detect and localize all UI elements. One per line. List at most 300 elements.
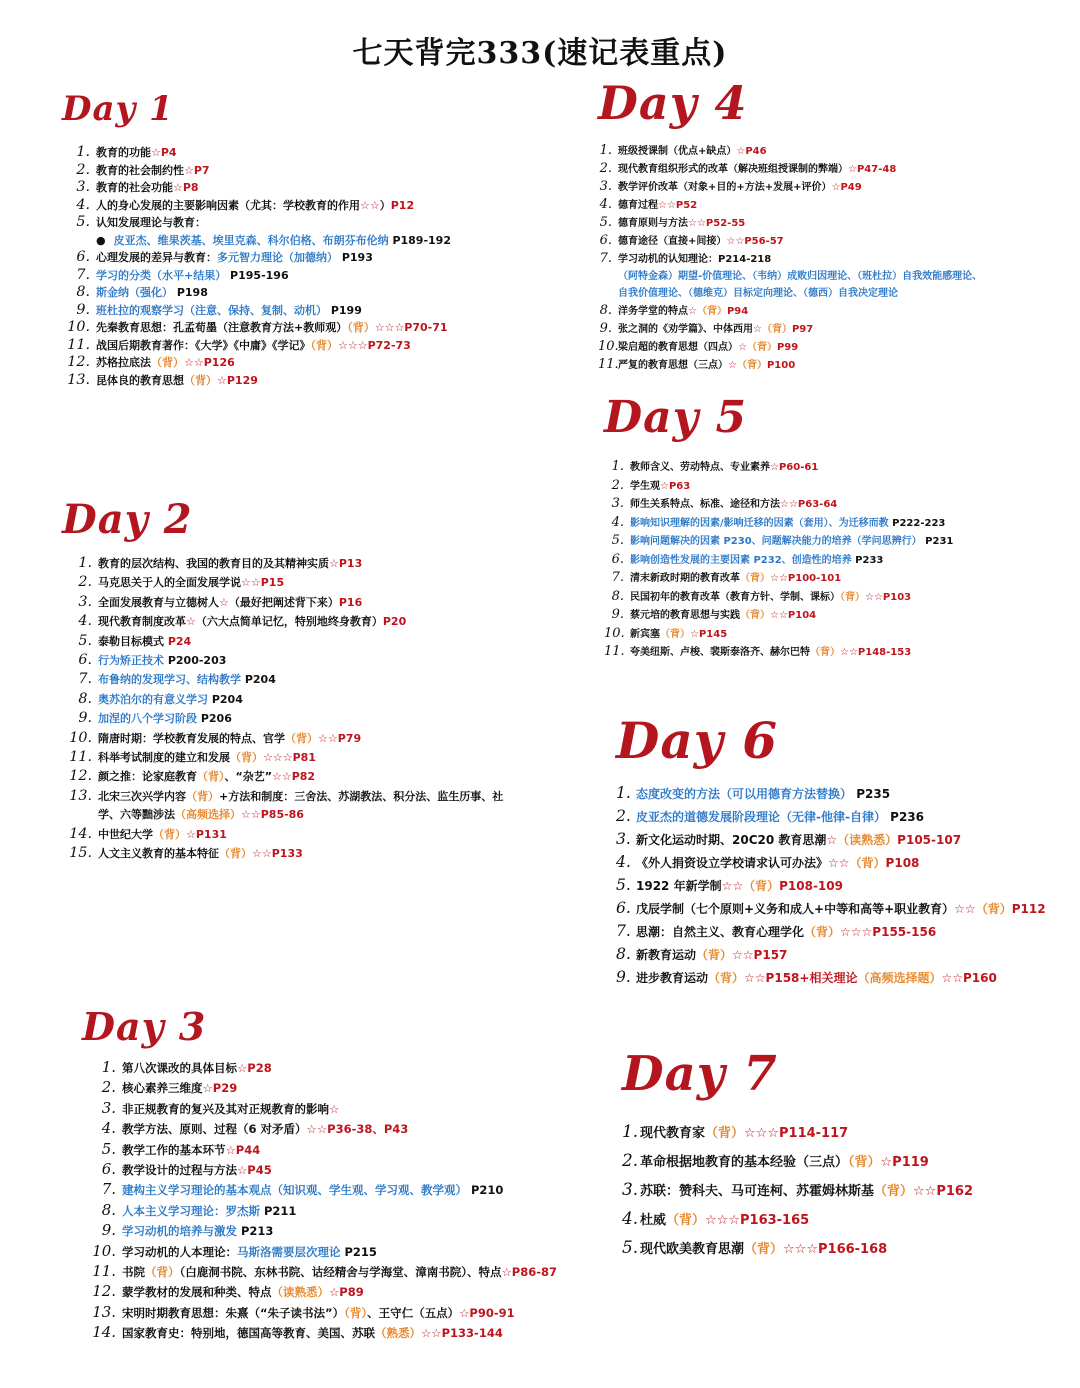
item-segment: 新宾塞 [630,628,660,640]
item-segment: P20 [382,615,407,629]
item-segment: 民国初年的教育改革（教育方针、学制、课标） [630,591,840,603]
item-segment: 泰勒目标模式 [98,634,164,648]
item-number: 2. [622,1150,639,1170]
item-text [618,321,813,338]
item-segment: （熟悉） [375,1326,421,1341]
day-7-section [622,1046,974,1263]
item-segment: ☆☆P103 [865,591,912,603]
item-text [122,1141,260,1160]
item-number: 3. [611,496,624,511]
item-segment: 新文化运动时期、20C20 教育思潮 [636,833,827,847]
item-segment: 马斯洛需要层次理论 [237,1244,341,1259]
list-item [62,844,503,863]
item-segment: （背） [184,373,217,387]
item-segment: P16 [338,595,363,609]
list-item [598,214,982,232]
item-number: 2. [616,807,631,825]
item-text [98,788,503,806]
list-item [62,144,451,162]
item-number: 13. [92,1302,116,1321]
item-number: 1. [611,459,624,474]
list-item [82,1282,557,1302]
item-segment: P108-109 [779,879,843,893]
list-item [598,302,982,320]
item-segment: P206 [197,712,232,726]
list-item [82,1303,557,1323]
item-text [618,179,862,196]
day-5-section [604,392,954,662]
item-text [96,354,235,372]
day-6-section [616,711,1046,989]
item-segment: 多元智力理论（加德纳） [217,251,338,264]
item-text [122,1059,272,1078]
list-item [598,232,982,250]
item-text [122,1283,364,1302]
item-text [96,232,451,250]
item-segment: 教育的社会功能 [96,181,173,194]
item-segment: （背） [230,751,263,765]
item-text [640,1208,809,1234]
item-segment: ☆P45 [237,1163,272,1178]
item-segment: 思潮：自然主义、教育心理学化 [636,925,805,939]
list-item [82,1221,557,1241]
item-segment: 张之洞的《劝学篇》、中体西用 [618,324,753,335]
item-number: 10. [604,625,625,641]
item-number: 9. [616,968,631,986]
item-text [96,319,448,337]
item-text [618,268,982,285]
item-segment: ☆P60-61 [770,462,819,473]
item-segment: 严复的教育思想（三点） [618,360,728,371]
item-segment: 科举考试制度的建立和发展 [98,751,230,765]
item-number: 10. [598,339,619,354]
item-segment: （高频选择题） [857,971,942,985]
list-item [598,268,982,285]
item-text [98,768,315,786]
item-number: 11. [69,749,92,766]
list-item [62,232,451,250]
item-segment: （背） [660,628,690,640]
item-segment: P94 [726,306,749,317]
item-number: 7. [599,251,612,266]
item-text [636,967,997,989]
item-segment: 影响知识理解的因素/影响迁移的因素（套用）、为迁移而教 [630,517,889,529]
item-segment: （背） [344,1305,368,1320]
list-item [62,806,503,824]
item-segment: P189-192 [388,233,451,247]
item-segment: 皮亚杰的道德发展阶段理论（无律-他律-自律） [636,810,886,824]
item-segment: 、王守仁（五点） [367,1305,460,1320]
item-number: 4. [616,853,631,871]
list-item [62,197,451,215]
day-1-section [62,89,451,389]
item-segment: ☆P89 [329,1285,364,1300]
item-number: 6. [599,233,612,248]
list-item [62,670,503,689]
item-segment: 苏联：赞科夫、马可连柯、苏霍姆林斯基 [640,1184,875,1199]
item-segment: （阿特金森）期望-价值理论、（韦纳）成败归因理论、（班杜拉）自我效能感理论、 [618,271,983,282]
item-text [96,372,258,390]
item-segment: P211 [260,1203,297,1218]
list-item [82,1078,557,1098]
list-item [604,458,953,477]
item-number: 5. [611,533,624,548]
item-segment: （背） [705,1126,745,1141]
item-number: 4. [78,613,92,630]
day-7-list [622,1118,973,1263]
item-segment: ） [379,198,391,212]
item-segment: 中世纪大学 [98,827,153,841]
item-segment: 核心素养三维度 [122,1081,203,1096]
item-text [122,1100,339,1119]
item-segment: P210 [467,1183,504,1198]
item-segment: 现代欧美教育思潮 [640,1242,745,1257]
item-segment: ☆☆☆P114-117 [744,1126,849,1141]
item-number: 5. [78,632,92,649]
item-number: 7. [76,266,90,283]
item-segment: ☆☆ [721,879,744,893]
item-segment: ☆ [826,833,838,847]
item-segment: ☆☆P36-38、P43 [306,1122,409,1137]
item-number: 9. [599,321,612,336]
item-number: 1. [616,784,631,802]
item-text [122,1202,296,1221]
item-text [618,197,697,214]
item-text [636,944,787,966]
list-item [62,573,503,592]
item-segment: P213 [237,1224,274,1239]
day-1-list [62,144,451,389]
list-item [616,874,1046,897]
item-number: 12. [69,768,92,785]
item-text [122,1304,515,1323]
item-segment: P204 [241,673,276,687]
list-item [62,372,451,390]
item-number: 14. [69,825,92,842]
item-segment: P236 [885,810,924,824]
item-segment: 蒙学教材的发展和种类、特点 [122,1285,272,1300]
item-text [630,626,727,644]
list-item [598,356,982,374]
item-number: 12. [67,354,90,370]
list-item [82,1262,557,1282]
item-segment: （背） [746,342,777,353]
item-segment: ☆P49 [831,182,862,193]
item-number: 9. [611,607,624,622]
item-segment: 教学设计的过程与方法 [122,1163,237,1178]
item-segment: P97 [791,324,814,335]
item-segment: 第八次课改的具体目标 [122,1061,237,1075]
item-text [98,574,284,592]
item-text [636,875,843,897]
item-number: 9. [78,710,92,727]
item-segment: ☆☆☆P163-165 [705,1213,810,1228]
item-segment: ☆ [329,1101,340,1116]
item-segment: 蔡元培的教育思想与实践 [630,610,740,621]
item-segment: ☆P131 [186,827,227,841]
list-item [62,690,503,709]
item-segment: ☆P29 [202,1081,238,1096]
item-number: 11. [598,357,619,372]
item-segment: 宋明时期教育思想：朱熹（“朱子读书法”） [122,1305,345,1320]
list-item [62,319,451,337]
item-segment: 德育原则与方法 [618,218,688,229]
item-text [98,613,406,631]
item-segment: ☆☆P158+相关理论 [744,971,858,985]
item-segment: 布鲁纳的发现学习、结构教学 [98,673,241,687]
item-segment: （最好把阐述背下来） [228,595,339,609]
item-text [96,337,411,355]
item-text [640,1179,973,1205]
list-item [598,160,982,178]
item-number: 3. [101,1098,116,1117]
item-text [618,285,898,302]
item-segment: 学习动机的培养与激发 [122,1224,237,1239]
item-number: 5. [599,215,612,230]
item-segment: ☆P4 [151,146,177,159]
day-4-section [598,76,983,374]
item-segment: 马克思关于人的全面发展学说 [98,576,241,590]
list-item [598,178,982,196]
item-segment: （背） [151,356,184,369]
item-segment: 杜威 [640,1213,667,1228]
item-text [618,357,795,374]
item-segment: ☆P86-87 [501,1265,558,1280]
list-item [598,142,982,160]
item-text [122,1263,557,1282]
item-segment: 加涅的八个学习阶段 [98,712,197,726]
list-item [616,897,1046,920]
item-segment: 清末新政时期的教育改革 [630,573,740,584]
item-text [98,749,316,767]
item-segment: 学习的分类（水平+结果） [96,268,227,282]
item-segment: 学生观 [630,480,660,492]
item-number: 8. [101,1200,116,1219]
item-segment: ☆P44 [225,1142,261,1157]
item-segment: （背） [740,610,770,621]
day-7-heading: Day 7 [622,1046,778,1102]
item-segment: 建构主义学习理论的基本观点（知识观、学生观、学习观、教学观） [122,1183,467,1198]
item-segment: 教学工作的基本环节 [122,1142,226,1157]
list-item [604,532,953,551]
list-item [616,920,1046,943]
item-segment: ☆☆P85-86 [241,808,304,822]
item-segment: 教师含义、劳动特点、专业素养 [630,462,770,473]
item-number: 8. [599,303,612,318]
item-text [618,215,745,232]
item-number: 2. [611,477,624,493]
item-segment: （背） [744,1242,784,1257]
item-text [636,898,1046,920]
item-segment: 先秦教育思想：孔孟荀墨（注意教育方法+教师观） [96,321,348,334]
day-2-heading: Day 2 [62,496,193,543]
list-item [616,782,1046,805]
item-text [636,921,936,943]
item-segment: ☆☆P15 [241,576,285,590]
item-text [98,594,362,612]
list-item [598,285,982,302]
item-segment: ☆ [728,360,737,371]
item-segment: 认知发展理论与教育： [96,216,206,229]
item-segment: 现代教育家 [640,1126,706,1141]
item-segment: （背） [804,925,841,939]
item-segment: （背） [219,847,252,861]
item-text [122,1161,272,1180]
item-text [636,829,961,851]
item-number: 9. [101,1221,116,1240]
item-number: 1. [622,1121,639,1141]
item-segment: （背） [310,338,338,352]
item-segment: ☆☆P79 [318,731,362,745]
item-text [98,633,191,651]
list-item [62,267,451,285]
item-segment: 奥苏泊尔的有意义学习 [98,692,208,706]
day-3-list [82,1058,557,1344]
list-item [62,787,503,806]
item-number: 7. [78,671,92,688]
item-segment: （白鹿洞书院、东林书院、诂经精舍与学海堂、漳南书院）、特点 [179,1265,502,1280]
item-number: 6. [78,652,92,669]
item-segment: P193 [338,251,373,264]
item-segment: 学习动机的人本理论： [122,1244,237,1259]
item-segment: ☆☆ [828,856,850,870]
item-text [122,1324,503,1343]
list-item [82,1201,557,1221]
item-number: 1. [101,1058,116,1076]
item-number: 11. [67,336,90,353]
item-segment: ☆P7 [184,163,210,177]
item-number: 4. [599,197,612,212]
day-3-heading: Day 3 [82,1004,207,1049]
item-segment: 新教育运动 [636,948,697,962]
item-segment: 德育途径（直接+间接） [618,236,727,247]
item-segment: （背） [975,902,1012,916]
item-segment: ☆☆ [954,902,976,916]
item-text [630,607,816,625]
item-text [122,1243,377,1262]
item-segment: 洋务学堂的特点 [618,306,688,317]
item-segment: P222-223 [888,517,946,529]
item-segment: ☆☆P133 [252,847,303,861]
list-item [82,1323,557,1343]
day-2-section [62,496,504,864]
item-segment: 自我价值理论、（德维克）目标定向理论、（德西）自我决定理论 [618,288,898,299]
day-5-list [604,458,953,662]
item-segment: （背） [849,856,886,870]
item-segment: 班级授课制（优点+缺点） [618,146,737,157]
item-text [630,515,945,533]
item-segment: 德育过程 [618,200,658,211]
list-item [62,249,451,267]
list-item [62,284,451,302]
item-segment: 现代教育组织形式的改革（解决班组授课制的弊端） [618,164,848,175]
item-text [96,162,210,180]
item-segment: 现代教育制度改革 [98,615,186,629]
list-item [62,337,451,355]
list-item [598,320,982,338]
item-segment: 非正规教育的复兴及其对正规教育的影响 [122,1101,329,1116]
item-segment: P112 [1011,902,1046,916]
item-segment: ☆P13 [329,557,363,570]
item-number: 8. [78,690,92,707]
item-number: 12. [92,1282,116,1301]
item-segment: 革命根据地教育的基本经验（三点） [640,1155,849,1170]
item-segment: 《外人捐资设立学校请求认可办法》 [636,856,829,870]
bullet-icon: ● [96,233,106,247]
item-text [636,852,919,874]
item-number: 7. [611,570,624,585]
list-item [62,179,451,197]
list-item [604,477,953,496]
item-segment: 教学评价改革（对象+目的+方法+发展+评价） [618,182,832,193]
item-segment: 学习动机的认知理论：P214-218 [618,254,772,265]
item-segment: P99 [776,342,799,353]
item-segment: （背） [743,879,780,893]
item-segment: +方法和制度：三舍法、苏湖教法、积分法、监生历事、社 [219,789,504,803]
item-number: 3. [76,179,90,195]
item-text [98,710,232,728]
item-segment: （背） [145,1265,180,1280]
list-item [62,162,451,180]
item-segment: P100 [766,360,796,371]
item-segment: ☆☆P104 [770,610,817,621]
item-segment: ☆☆☆P70-71 [374,321,448,334]
item-segment: 全面发展教育与立德树人 [98,595,219,609]
list-item [616,943,1046,966]
list-item [82,1180,557,1200]
item-number: 2. [101,1078,116,1097]
item-number: 7. [101,1180,116,1199]
item-segment: （背） [848,1155,881,1170]
item-segment: 学、六等黜涉法 [98,808,175,822]
item-segment: ☆☆P126 [184,356,235,369]
item-text [630,570,841,588]
item-number: 3. [616,830,631,848]
item-number: 2. [78,574,92,591]
item-segment: （背） [840,591,865,603]
list-item [82,1119,557,1139]
item-number: 4. [76,196,90,213]
item-number: 4. [611,514,624,530]
item-segment: 教学方法、原则、过程（6 对矛盾） [122,1122,307,1137]
item-text [618,161,896,178]
item-text [96,284,208,302]
item-text [96,214,206,232]
item-segment: P200-203 [164,654,227,668]
list-item [62,354,451,372]
item-segment: 昆体良的教育思想 [96,373,184,387]
item-segment: ☆☆☆P155-156 [840,925,937,939]
item-number: 2. [76,161,90,178]
item-text [618,303,748,320]
page-title: 七天背完333(速记表重点) [352,36,728,71]
item-segment: （背） [347,321,375,334]
list-item [622,1205,973,1234]
item-text [122,1222,273,1241]
list-item [62,729,503,748]
item-segment: 影响问题解决的因素 P230、问题解决能力的培养（学问思辨行） [630,536,922,547]
item-text [98,555,362,573]
item-text [96,144,177,162]
item-number: 14. [92,1323,116,1342]
item-number: 6. [101,1160,116,1179]
item-segment: ☆P90-91 [459,1305,515,1320]
item-segment: 、“杂艺” [224,770,272,784]
item-number: 10. [67,319,90,335]
list-item [604,495,953,514]
item-text [96,249,373,267]
item-segment: ☆ [219,595,229,609]
